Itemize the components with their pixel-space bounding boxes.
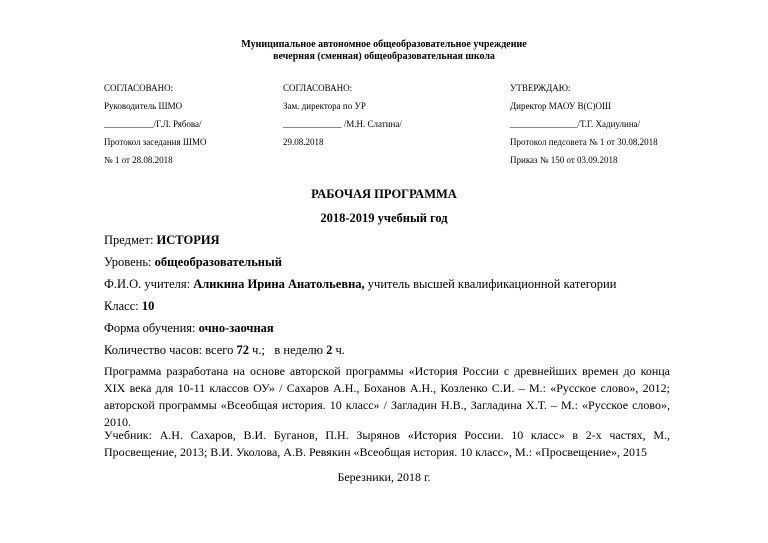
form-label: Форма обучения: (104, 321, 196, 335)
school-name-line1: Муниципальное автономное общеобразовательное учреждение (241, 39, 527, 50)
teacher-name: Аликина Ирина Анатольевна, (193, 277, 365, 291)
approval-position: Руководитель ШМО (104, 101, 183, 111)
teacher-line (104, 277, 616, 291)
city-year: Березники, 2018 г. (337, 470, 431, 484)
hours-line (104, 343, 345, 357)
approval-protocol: Протокол педсовета № 1 от 30.08.2018 (510, 137, 658, 147)
approval-block-deputy (283, 84, 402, 174)
textbook-paragraph: Учебник: А.Н. Сахаров, В.И. Буганов, П.Н. Зырянов «История России. 10 класс» в 2-х частях, М., Просвещение, 2013; В.И. Уколова, А.В. Ревякин «Всеобщая история. 10 класс», М.: «Просвещение», 2015 (104, 428, 670, 459)
subject-label: Предмет: (104, 233, 154, 247)
subject-line (104, 233, 220, 247)
subject-value: ИСТОРИЯ (156, 233, 220, 247)
approval-block-director (510, 84, 658, 174)
approval-order: Приказ № 150 от 03.09.2018 (510, 155, 618, 165)
approval-heading: УТВЕРЖДАЮ: (510, 83, 571, 93)
program-basis-paragraph: Программа разработана на основе авторской программы «История России с древнейших времен до конца XIX века для 10-11 классов ОУ» / Сахаров А.Н., Боханов А.Н., Козленко С.И. – М.: «Русское слово», 2012; авторской программы «Всеобщая история. 10 класс» / Загладин Н.В., Загладина Х.Т. – М.: «Русское слово», 2010. (104, 364, 670, 429)
teacher-category: учитель высшей квалификационной категории (367, 277, 617, 291)
school-name-line2: вечерняя (сменная) общеобразовательная школа (273, 51, 495, 62)
form-value: очно-заочная (198, 321, 274, 335)
level-label: Уровень: (104, 255, 152, 269)
approval-signature: _____________ /М.Н. Слатина/ (283, 119, 402, 129)
grade-value: 10 (141, 299, 155, 313)
approval-block-shmo (104, 84, 206, 174)
approval-heading: СОГЛАСОВАНО: (104, 83, 174, 93)
approval-extra (283, 156, 402, 174)
approval-signature: _______________/Т.Г. Хадиулина/ (510, 119, 641, 129)
approval-heading: СОГЛАСОВАНО: (283, 83, 353, 93)
form-line (104, 321, 274, 335)
level-value: общеобразовательный (154, 255, 282, 269)
hours-total: 72 (236, 343, 249, 357)
approval-protocol: Протокол заседания ШМО (104, 137, 207, 147)
approval-position: Зам. директора по УР (283, 101, 366, 111)
teacher-label: Ф.И.О. учителя: (104, 277, 191, 291)
school-header (0, 39, 768, 63)
document-title: РАБОЧАЯ ПРОГРАММА (311, 187, 457, 201)
level-line (104, 255, 282, 269)
approval-position: Директор МАОУ В(С)ОШ (510, 101, 612, 111)
approval-date: 29.08.2018 (283, 137, 324, 147)
approval-signature: ___________/Г.Л. Рябова/ (104, 119, 202, 129)
hours-label: Количество часов: всего (104, 343, 234, 357)
hours-mid: ч.; в неделю (252, 343, 323, 357)
approval-date: № 1 от 28.08.2018 (104, 155, 173, 165)
school-year: 2018-2019 учебный год (320, 211, 448, 225)
hours-end: ч. (335, 343, 345, 357)
grade-label: Класс: (104, 299, 139, 313)
hours-weekly: 2 (326, 343, 333, 357)
grade-line (104, 299, 154, 313)
